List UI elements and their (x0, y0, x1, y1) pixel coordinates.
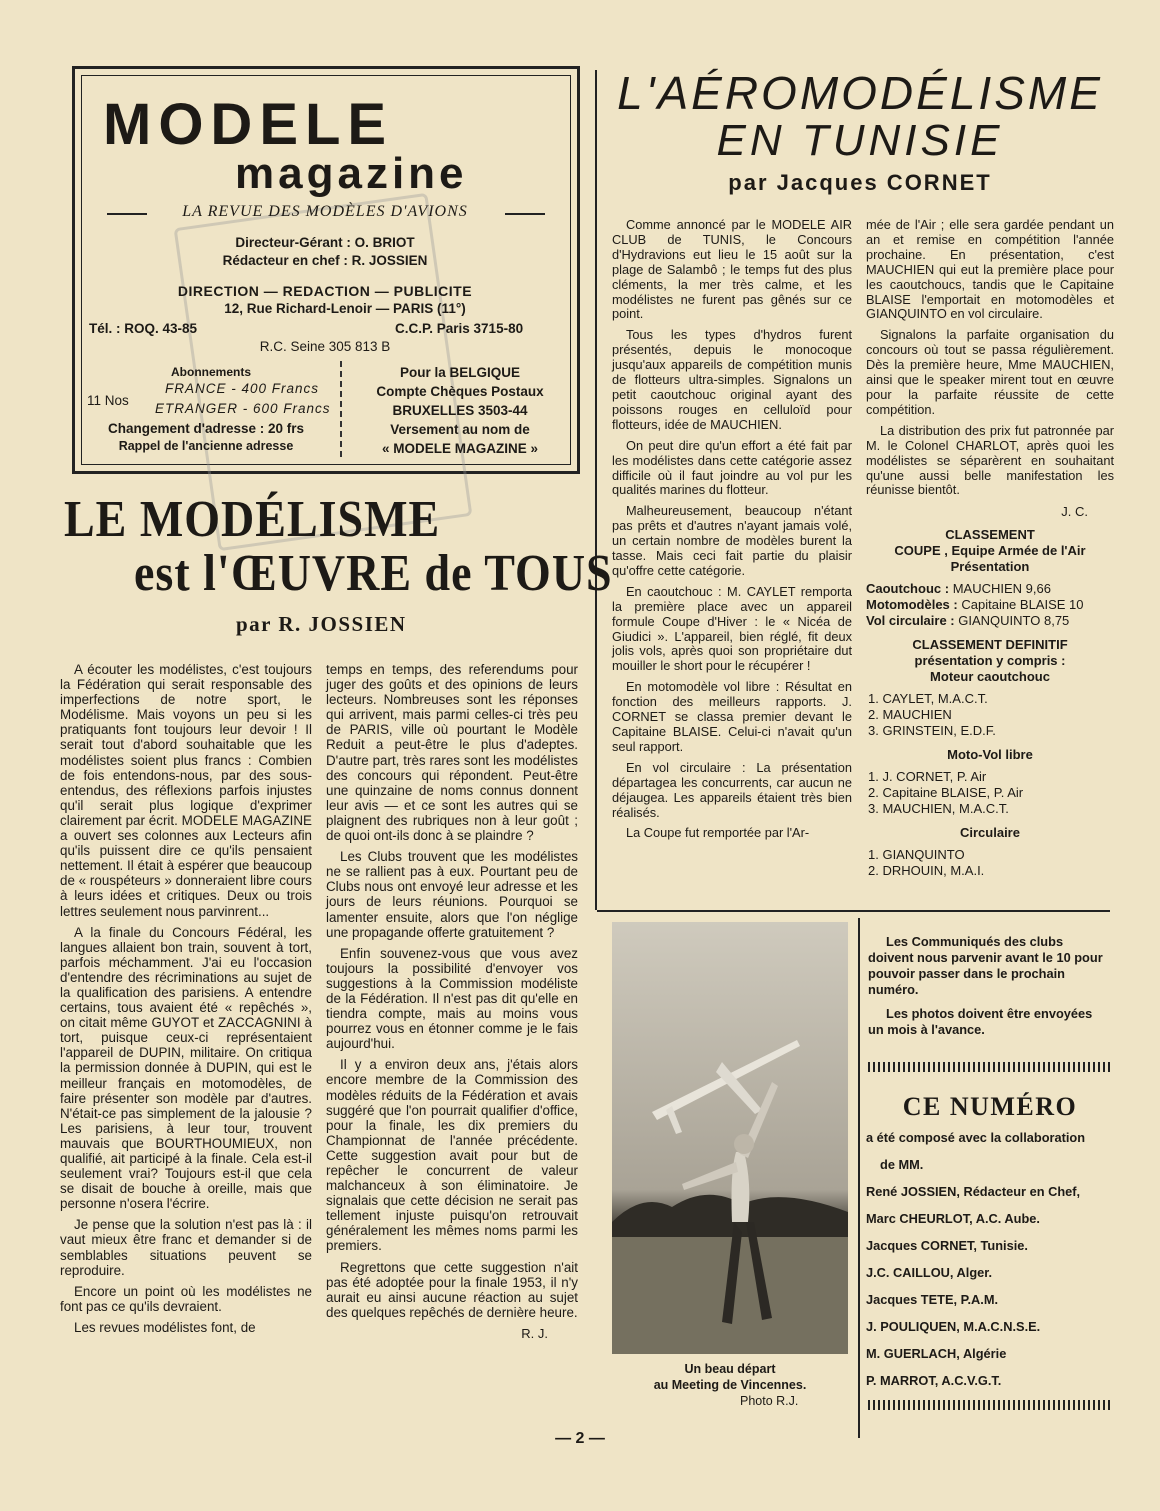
paragraph: Les revues modélistes font, de (74, 1319, 256, 1335)
paragraph: Malheureusement, beaucoup n'étant pas prêts et d'autres n'ayant jamais volé, un certain nombre de modèles burent la tasse. Mais ceci fait partie du plaisir qu'offre cette catégorie. (612, 503, 852, 578)
credit-item: Jacques CORNET, Tunisie. (866, 1238, 1028, 1253)
results-subheading: COUPE , Equipe Armée de l'Air (894, 543, 1086, 559)
right-headline-line1: L'AÉROMODÉLISME (617, 67, 1103, 119)
credit-item: J. POULIQUEN, M.A.C.N.S.E. (866, 1319, 1041, 1334)
photo-caption-1: Un beau départ (684, 1362, 776, 1376)
credit-item: Marc CHEURLOT, A.C. Aube. (866, 1211, 1040, 1226)
results-heading: CLASSEMENT DEFINITIF (912, 637, 1068, 653)
paragraph: Regrettons que cette suggestion n'ait pas été adoptée pour la finale 1953, il n'y aurait eu ainsi aucune réaction au sujet des quelques repêchés de dernière heure. (326, 1259, 578, 1320)
subscriptions-foreign: ETRANGER - 600 Francs (155, 401, 331, 416)
masthead-box (72, 66, 580, 474)
right-byline: par Jacques CORNET (728, 170, 992, 195)
masthead-ccp: C.C.P. Paris 3715-80 (395, 321, 524, 336)
right-article-col1 (612, 218, 852, 847)
right-article-signature: J. C. (1061, 504, 1088, 520)
paragraph: Comme annoncé par le MODELE AIR CLUB de TUNIS, le Concours d'Hydravions eut lieu le 15 août sur la plage de Salambô ; le temps fut des plus cléments, la mer très calme, et les modélistes ne furent pas gênés sur ce point. (612, 217, 852, 322)
paragraph: temps en temps, des referendums pour juger des goûts et des opinions de leurs lecteurs. Nombreuses sont les réponses qui arrivent, mais parmi celles-ci très peu de PARIS, ville où pourtant le Modèle Reduit a peut-être le plus d'adeptes. D'autre part, très rares sont les modélistes des concours qui répondent. Peut-être une quinzaine de noms connus donnent leur avis — et ce sont les autres qui se plaignent des rubriques non à leur goût ; de quoi ont-ils donc à se plaindre ? (326, 662, 578, 844)
paragraph: Il y a environ deux ans, j'étais alors encore membre de la Commission des modèles réduits de la Fédération et avais suggéré que l'on pourrait qualifier d'office, pour la finale, les dix premiers du Championnat de l'année précédente. Cette suggestion avait pour but de repêcher le concurrent de valeur malchanceux à son éliminatoire. Je signalais que cette décision ne serait pas tellement injuste puisqu'on retrouvait généralement les mêmes noms parmi les premiers. (326, 1057, 578, 1254)
credits-list (866, 1124, 1116, 1394)
results-subheading: présentation y compris : (914, 653, 1066, 669)
paragraph: La distribution des prix fut patronnée par M. le Colonel CHARLOT, après quoi les modélistes se séparèrent en souhaitant qu'une aussi belle manifestation les réunisse bientôt. (866, 422, 1114, 498)
masthead-editor: Rédacteur en chef : R. JOSSIEN (222, 253, 428, 268)
left-headline-line2: est l'ŒUVRE de TOUS (134, 543, 613, 602)
right-article-col2 (866, 218, 1114, 879)
belgium-line-2: Compte Chèques Postaux (376, 384, 544, 399)
left-article-col1 (60, 662, 312, 1341)
results-row: 2. Capitaine BLAISE, P. Air (868, 785, 1024, 801)
credits-intro: a été composé avec la collaboration (866, 1130, 1086, 1145)
address-reminder: Rappel de l'ancienne adresse (118, 439, 294, 453)
results-subheading: Présentation (950, 559, 1030, 575)
results-row: 1. CAYLET, M.A.C.T. (868, 691, 988, 707)
right-headline-line2: EN TUNISIE (716, 116, 1004, 165)
address-change: Changement d'adresse : 20 frs (107, 421, 305, 436)
results-subheading: Moto-Vol libre (947, 747, 1033, 763)
masthead-phone: Tél. : ROQ. 43-85 (89, 321, 198, 336)
masthead-director: Directeur-Gérant : O. BRIOT (235, 235, 415, 250)
masthead-subtitle: magazine (235, 149, 468, 198)
credits-title: CE NUMÉRO (902, 1092, 1078, 1121)
results-subheading: Circulaire (960, 825, 1020, 841)
left-headline-line1: LE MODÉLISME (64, 489, 441, 548)
photo-credit: Photo R.J. (740, 1394, 799, 1408)
results-row: 3. GRINSTEIN, E.D.F. (868, 723, 996, 739)
photo-caption-2: au Meeting de Vincennes. (653, 1378, 807, 1392)
credits-intro: de MM. (880, 1157, 924, 1172)
credit-item: Jacques TETE, P.A.M. (866, 1292, 999, 1307)
photo-image (612, 922, 848, 1354)
left-article-signature: R. J. (521, 1325, 548, 1341)
left-article-col2 (326, 662, 578, 1341)
paragraph: Tous les types d'hydros furent présentés, depuis le monocoque jusqu'aux appareils de compétition munis de flotteurs ultra-simples. Signalons un petit caoutchouc original ayant des poissons rouges en celluloïd pour flotteurs, idée de MAUCHIEN. (612, 327, 852, 432)
results-table (866, 527, 1114, 879)
paragraph: mée de l'Air ; elle sera gardée pendant un an et remise en compétition l'année prochaine. En présentation, c'est MAUCHIEN qui eut la première place pour les caoutchoucs, tandis que le Capitaine BLAISE l'emportait en motomodèles et GIANQUINTO en vol circulaire. (866, 217, 1114, 322)
notice-paragraph: Les Communiqués des clubs doivent nous parvenir avant le 10 pour pouvoir passer dans le prochain numéro. (868, 934, 1103, 997)
paragraph: Les Clubs trouvent que les modélistes ne se rallient pas à eux. Pourtant peu de Clubs nous ont envoyé leur adresse et les jours de leurs réunions. Pourquoi se lamenter ensuite, alors que l'on néglige une propagande offerte gratuitement ? (326, 849, 578, 940)
clubs-notice (868, 934, 1108, 1046)
results-row: 2. MAUCHIEN (868, 707, 952, 723)
results-row: 2. DRHOUIN, M.A.I. (868, 863, 985, 879)
results-row: Vol circulaire : GIANQUINTO 8,75 (866, 613, 1070, 629)
subscriptions-label: Abonnements (171, 365, 252, 379)
credit-item: P. MARROT, A.C.V.G.T. (866, 1373, 1002, 1388)
masthead-departments: DIRECTION — REDACTION — PUBLICITE (177, 283, 473, 299)
masthead-title: MODELE (103, 92, 394, 157)
paragraph: La Coupe fut remportée par l'Ar- (626, 825, 810, 841)
masthead-rc: R.C. Seine 305 813 B (259, 339, 391, 354)
paragraph: Je pense que la solution n'est pas là : il vaut mieux être franc et demander si de semblables situations peuvent se reproduire. (60, 1217, 312, 1278)
credit-item: René JOSSIEN, Rédacteur en Chef, (866, 1184, 1081, 1199)
belgium-line-1: Pour la BELGIQUE (399, 365, 521, 380)
ornamental-rule (868, 1400, 1112, 1410)
paragraph: A écouter les modélistes, c'est toujours la Fédération qui serait responsable des imperfections de notre sport, le Modélisme. Mais voyons un peu si les pratiquants font toujours leur devoir ! Il serait tout d'abord souhaitable que les modélistes soient plus francs : Combien de fois entendons-nous, par des sous-entendus, des réflexions parfois injustes qu'il serait plus logique d'exprimer clairement par écrit. MODELE MAGAZINE a ouvert ses colonnes aux Lecteurs afin qu'ils puissent dire ce qu'ils pensaient nettement. Il était à espérer que beaucoup de « rouspéteurs » donneraient libre cours à leurs idées et critiques. Deux ou trois lettres seulement nous parvinrent... (60, 662, 312, 919)
results-row: Caoutchouc : MAUCHIEN 9,66 (866, 581, 1051, 597)
photo-model-launch (612, 922, 848, 1354)
belgium-line-5: « MODELE MAGAZINE » (381, 441, 538, 456)
credit-item: J.C. CAILLOU, Alger. (866, 1265, 993, 1280)
ornamental-rule (868, 1062, 1112, 1072)
paragraph: En caoutchouc : M. CAYLET remporta la première place avec un appareil formule Coupe d'Hiver : le « Nicéa de Giudici ». L'appareil, bien réglé, fit deux jolis vols, après quoi son propriétaire dut mouiller le short pour le récupérer ! (612, 583, 852, 674)
masthead-address: 12, Rue Richard-Lenoir — PARIS (11°) (224, 301, 466, 316)
results-row: 3. MAUCHIEN, M.A.C.T. (868, 801, 1009, 817)
masthead-tagline: LA REVUE DES MODÈLES D'AVIONS (182, 203, 468, 220)
paragraph: En vol circulaire : La présentation départagea les concurrents, car aucun ne déjaugea. Les appareils étaient très bien réalisés. (612, 759, 852, 820)
subscriptions-issues: 11 Nos (87, 393, 129, 408)
paragraph: Encore un point où les modélistes ne font pas ce qu'ils devraient. (60, 1283, 312, 1314)
subscriptions-france: FRANCE - 400 Francs (165, 381, 320, 396)
results-row: 1. J. CORNET, P. Air (868, 769, 987, 785)
paragraph: Signalons la parfaite organisation du concours où tout se passa régulièrement. Dès la première heure, Mme MAUCHIEN, ainsi que le speaker mirent tout en œuvre pour la parfaite réussite de cette compétition. (866, 327, 1114, 417)
page-number: — 2 — (555, 1430, 605, 1447)
paragraph: En motomodèle vol libre : Résultat en fonction des meilleurs rapports. J. CORNET se classa premier devant le Capitaine BLAISE. Celui-ci n'avait qu'un seul rapport. (612, 679, 852, 754)
results-row: Motomodèles : Capitaine BLAISE 10 (866, 597, 1084, 613)
results-row: 1. GIANQUINTO (868, 847, 965, 863)
results-subheading: Moteur caoutchouc (930, 669, 1050, 685)
left-byline: par R. JOSSIEN (236, 612, 407, 636)
paragraph: On peut dire qu'un effort a été fait par les modélistes dans cette catégorie assez difficile où il faut joindre au vol pur les qualités marines du flotteur. (612, 437, 852, 498)
belgium-line-3: BRUXELLES 3503-44 (392, 403, 528, 418)
credit-item: M. GUERLACH, Algérie (866, 1346, 1007, 1361)
notice-paragraph: Les photos doivent être envoyées un mois à l'avance. (868, 1006, 1093, 1037)
paragraph: Enfin souvenez-vous que vous avez toujours la possibilité d'envoyer vos suggestions à la Commission modéliste de la Fédération. Il n'est pas dit qu'elle en tiendra compte, mais au moins vous pourrez vous en étonner comme je le fais aujourd'hui. (326, 945, 578, 1052)
paragraph: A la finale du Concours Fédéral, les langues allaient bon train, souvent à tort, parfois méchamment. J'ai eu l'occasion d'entendre des récriminations au sujet de la qualification des parisiens. A entendre certains, tous avaient été « repêchés », on citait même GUYOT et ZACCAGNINI à tort, puisque ceux-ci représentaient l'appareil de DUPIN, militaire. On critiqua la permission donnée à DUPIN, qui est le meilleur français en motomodèles, de faire présenter son modèle par d'autres. N'était-ce pas simplement de la jalousie ? Les parisiens, à leur tour, trouvent mauvais que BOURTHOUMIEUX, non qualifié, ait participé à la finale. Cela est-il seulement vrai? Toujours est-il que cela se disait de bouche à oreille, mais que personne n'osera l'écrire. (60, 924, 312, 1212)
belgium-line-4: Versement au nom de (390, 422, 530, 437)
results-heading: CLASSEMENT (945, 527, 1035, 543)
